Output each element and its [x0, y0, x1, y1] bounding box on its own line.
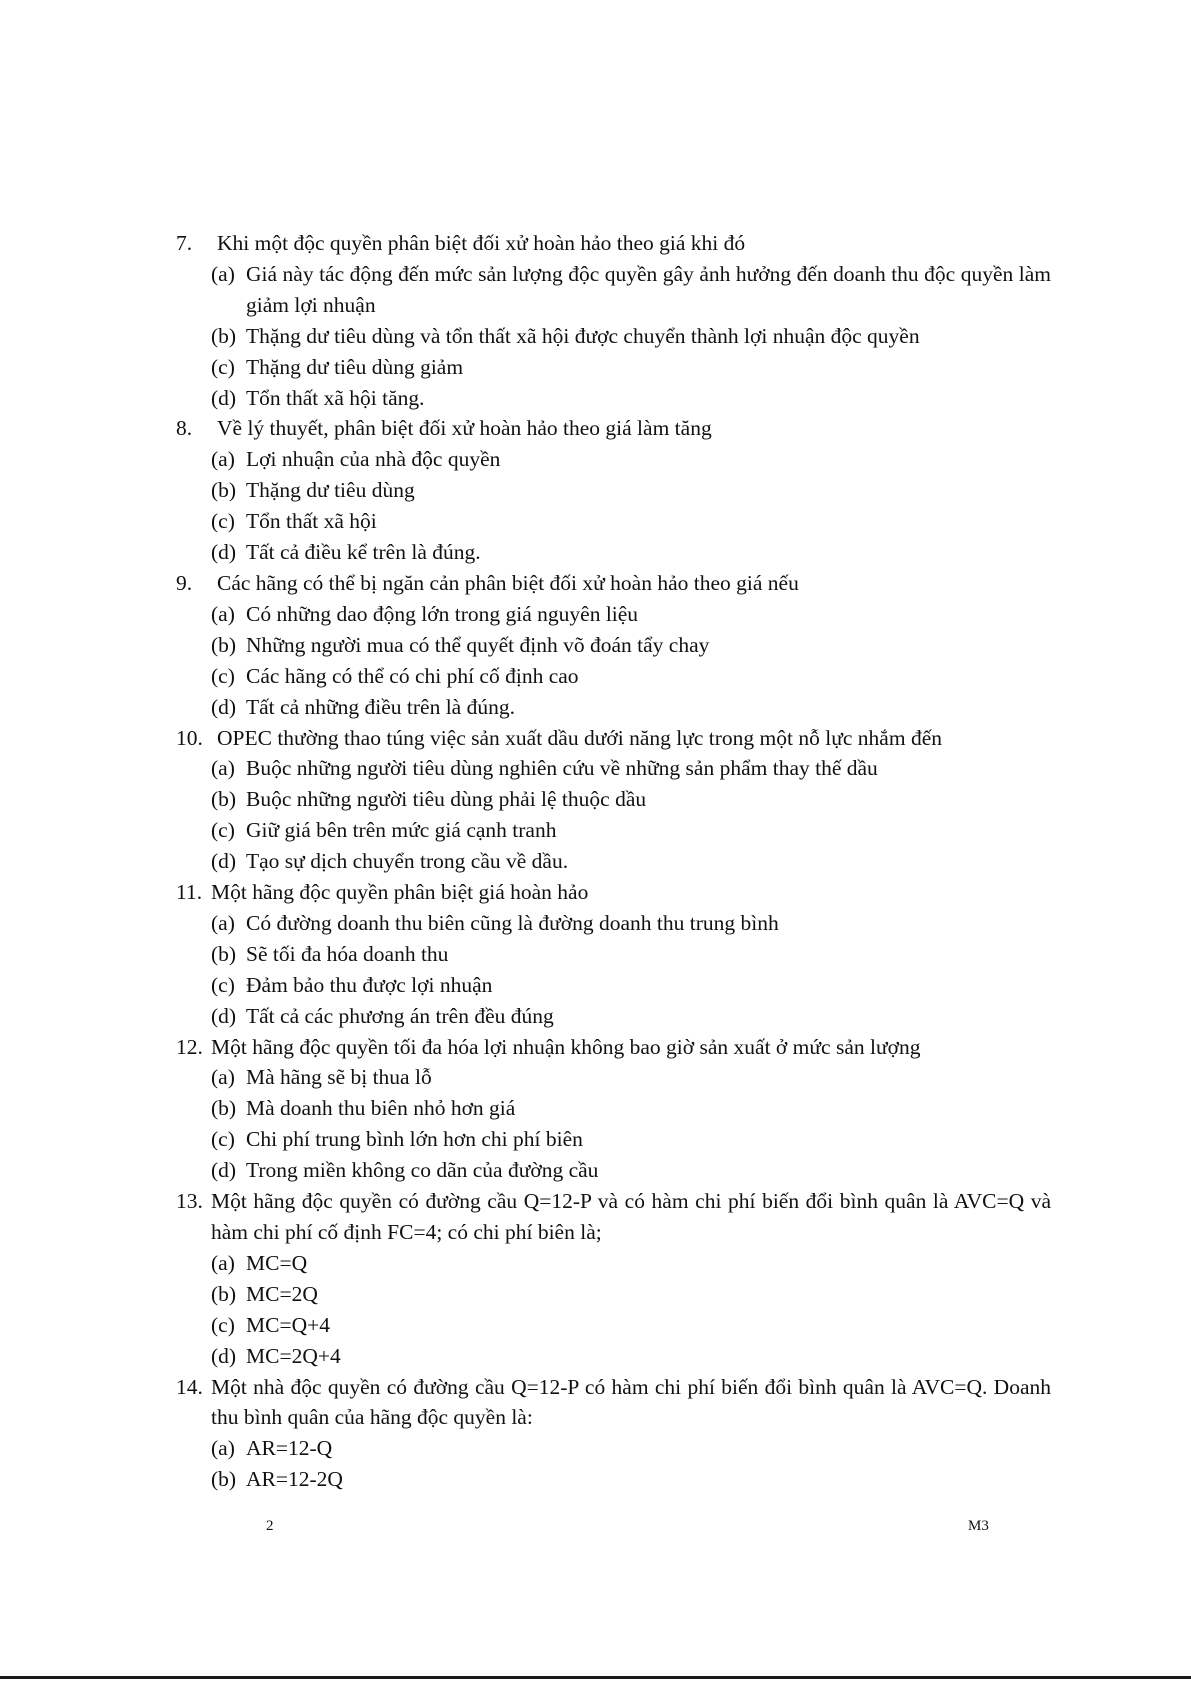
- option-c: [176, 1124, 1051, 1155]
- question-text: Một hãng độc quyền có đường cầu Q=12-P và có hàm chi phí biến đổi bình quân là AVC=Q và hàm chi phí cố định FC=4; có chi phí biên là;: [211, 1189, 1051, 1244]
- option-label: (b): [211, 1467, 237, 1492]
- options-list: [176, 259, 1051, 414]
- options-list: [176, 1248, 1051, 1372]
- question-number: 9.: [176, 570, 193, 595]
- question-14: [176, 1372, 1051, 1496]
- scan-edge-divider: [0, 1676, 1191, 1679]
- option-label: (b): [211, 787, 237, 812]
- question-12: [176, 1032, 1051, 1187]
- question-7: [176, 228, 1051, 413]
- question-text: OPEC thường thao túng việc sản xuất dầu dưới năng lực trong một nỗ lực nhắm đến: [217, 725, 942, 750]
- question-8: [176, 413, 1051, 568]
- option-text: Thặng dư tiêu dùng giảm: [246, 354, 464, 379]
- question-stem: [176, 413, 1051, 444]
- option-text: Những người mua có thể quyết định võ đoán tẩy chay: [246, 632, 710, 657]
- question-number: 11.: [176, 880, 203, 905]
- option-label: (b): [211, 1281, 237, 1306]
- option-text: AR=12-Q: [246, 1436, 333, 1461]
- option-text: AR=12-2Q: [246, 1467, 343, 1492]
- option-label: (c): [211, 1127, 235, 1152]
- option-label: (b): [211, 1096, 237, 1121]
- option-text: MC=Q+4: [246, 1312, 330, 1337]
- option-text: Sẽ tối đa hóa doanh thu: [246, 941, 449, 966]
- option-text: Các hãng có thể có chi phí cố định cao: [246, 663, 579, 688]
- option-label: (a): [211, 1436, 235, 1461]
- option-text: Tạo sự dịch chuyển trong cầu về dầu.: [246, 849, 569, 874]
- option-label: (d): [211, 1003, 237, 1028]
- option-a: [176, 259, 1051, 321]
- option-a: [176, 1248, 1051, 1279]
- question-13: [176, 1186, 1051, 1371]
- option-a: [176, 1433, 1051, 1464]
- document-code: M3: [968, 1518, 989, 1534]
- option-d: [176, 692, 1051, 723]
- question-stem: [176, 568, 1051, 599]
- option-text: Tất cả các phương án trên đều đúng: [246, 1003, 554, 1028]
- option-d: [176, 537, 1051, 568]
- option-label: (a): [211, 1250, 235, 1275]
- options-list: [176, 753, 1051, 877]
- option-label: (c): [211, 509, 235, 534]
- option-label: (a): [211, 756, 235, 781]
- page-number: 2: [266, 1518, 274, 1534]
- option-label: (c): [211, 972, 235, 997]
- option-text: Đảm bảo thu được lợi nhuận: [246, 972, 493, 997]
- option-text: Tổn thất xã hội tăng.: [246, 385, 425, 410]
- option-a: [176, 599, 1051, 630]
- question-text: Một nhà độc quyền có đường cầu Q=12-P có hàm chi phí biến đổi bình quân là AVC=Q. Doanh thu bình quân của hãng độc quyền là:: [211, 1374, 1051, 1430]
- option-label: (b): [211, 478, 237, 503]
- option-c: [176, 661, 1051, 692]
- option-label: (a): [211, 261, 235, 286]
- question-9: [176, 568, 1051, 723]
- option-d: [176, 1001, 1051, 1032]
- option-text: Buộc những người tiêu dùng phải lệ thuộc dầu: [246, 787, 647, 812]
- question-number: 12.: [176, 1034, 203, 1059]
- option-label: (c): [211, 663, 235, 688]
- option-text: Lợi nhuận của nhà độc quyền: [246, 447, 501, 472]
- question-11: [176, 877, 1051, 1032]
- option-label: (c): [211, 1312, 235, 1337]
- question-number: 8.: [176, 416, 193, 441]
- option-label: (d): [211, 849, 237, 874]
- option-text: Thặng dư tiêu dùng: [246, 478, 415, 503]
- question-number: 7.: [176, 231, 193, 255]
- option-b: [176, 939, 1051, 970]
- option-text: Thặng dư tiêu dùng và tổn thất xã hội được chuyển thành lợi nhuận độc quyền: [246, 323, 920, 348]
- option-d: [176, 1341, 1051, 1372]
- option-text: Mà doanh thu biên nhỏ hơn giá: [246, 1096, 516, 1121]
- question-stem: [176, 723, 1051, 754]
- question-number: 14.: [176, 1374, 203, 1399]
- option-label: (a): [211, 1065, 235, 1090]
- option-text: Tất cả những điều trên là đúng.: [246, 694, 515, 719]
- option-a: [176, 444, 1051, 475]
- option-text: Chi phí trung bình lớn hơn chi phí biên: [246, 1127, 583, 1152]
- option-b: [176, 784, 1051, 815]
- option-text: Giữ giá bên trên mức giá cạnh tranh: [246, 818, 557, 843]
- option-a: [176, 753, 1051, 784]
- options-list: [176, 1433, 1051, 1495]
- option-text: MC=2Q: [246, 1281, 318, 1306]
- question-text: Các hãng có thể bị ngăn cản phân biệt đối xử hoàn hảo theo giá nếu: [217, 570, 799, 595]
- option-label: (b): [211, 941, 237, 966]
- question-text: Một hãng độc quyền phân biệt giá hoàn hảo: [211, 880, 589, 905]
- option-label: (a): [211, 910, 235, 935]
- options-list: [176, 444, 1051, 568]
- options-list: [176, 1062, 1051, 1186]
- option-b: [176, 1093, 1051, 1124]
- option-c: [176, 352, 1051, 383]
- option-b: [176, 475, 1051, 506]
- option-b: [176, 630, 1051, 661]
- option-c: [176, 1310, 1051, 1341]
- option-label: (d): [211, 540, 237, 565]
- option-label: (b): [211, 632, 237, 657]
- question-list: [176, 228, 1051, 1495]
- option-c: [176, 970, 1051, 1001]
- option-label: (c): [211, 818, 235, 843]
- question-stem: [176, 228, 1051, 259]
- question-number: 13.: [176, 1189, 203, 1214]
- option-c: [176, 815, 1051, 846]
- option-text: Có những dao động lớn trong giá nguyên liệu: [246, 601, 639, 626]
- option-text: MC=Q: [246, 1250, 308, 1275]
- option-a: [176, 1062, 1051, 1093]
- option-text: Giá này tác động đến mức sản lượng độc quyền gây ảnh hưởng đến doanh thu độc quyền làm giảm lợi nhuận: [246, 261, 1051, 317]
- question-text: Về lý thuyết, phân biệt đối xử hoàn hảo theo giá làm tăng: [217, 416, 712, 441]
- question-text: Khi một độc quyền phân biệt đối xử hoàn hảo theo giá khi đó: [217, 231, 746, 255]
- option-label: (b): [211, 323, 237, 348]
- option-d: [176, 846, 1051, 877]
- option-b: [176, 321, 1051, 352]
- options-list: [176, 908, 1051, 1032]
- question-stem: [176, 1186, 1051, 1248]
- option-label: (a): [211, 601, 235, 626]
- option-b: [176, 1279, 1051, 1310]
- option-label: (a): [211, 447, 235, 472]
- question-stem: [176, 1032, 1051, 1063]
- option-text: Tổn thất xã hội: [246, 509, 377, 534]
- option-label: (d): [211, 1158, 237, 1183]
- option-c: [176, 506, 1051, 537]
- option-text: Buộc những người tiêu dùng nghiên cứu về những sản phẩm thay thế dầu: [246, 756, 878, 781]
- option-text: Mà hãng sẽ bị thua lỗ: [246, 1065, 432, 1090]
- question-10: [176, 723, 1051, 878]
- option-d: [176, 383, 1051, 414]
- option-text: Có đường doanh thu biên cũng là đường doanh thu trung bình: [246, 910, 779, 935]
- option-label: (d): [211, 694, 237, 719]
- options-list: [176, 599, 1051, 723]
- option-label: (d): [211, 1343, 237, 1368]
- option-label: (c): [211, 354, 235, 379]
- option-text: MC=2Q+4: [246, 1343, 341, 1368]
- option-text: Tất cả điều kể trên là đúng.: [246, 540, 481, 565]
- question-number: 10.: [176, 725, 203, 750]
- option-text: Trong miền không co dãn của đường cầu: [246, 1158, 599, 1183]
- option-label: (d): [211, 385, 237, 410]
- question-stem: [176, 1372, 1051, 1434]
- question-stem: [176, 877, 1051, 908]
- option-b: [176, 1464, 1051, 1495]
- question-text: Một hãng độc quyền tối đa hóa lợi nhuận không bao giờ sản xuất ở mức sản lượng: [211, 1034, 921, 1059]
- option-a: [176, 908, 1051, 939]
- option-d: [176, 1155, 1051, 1186]
